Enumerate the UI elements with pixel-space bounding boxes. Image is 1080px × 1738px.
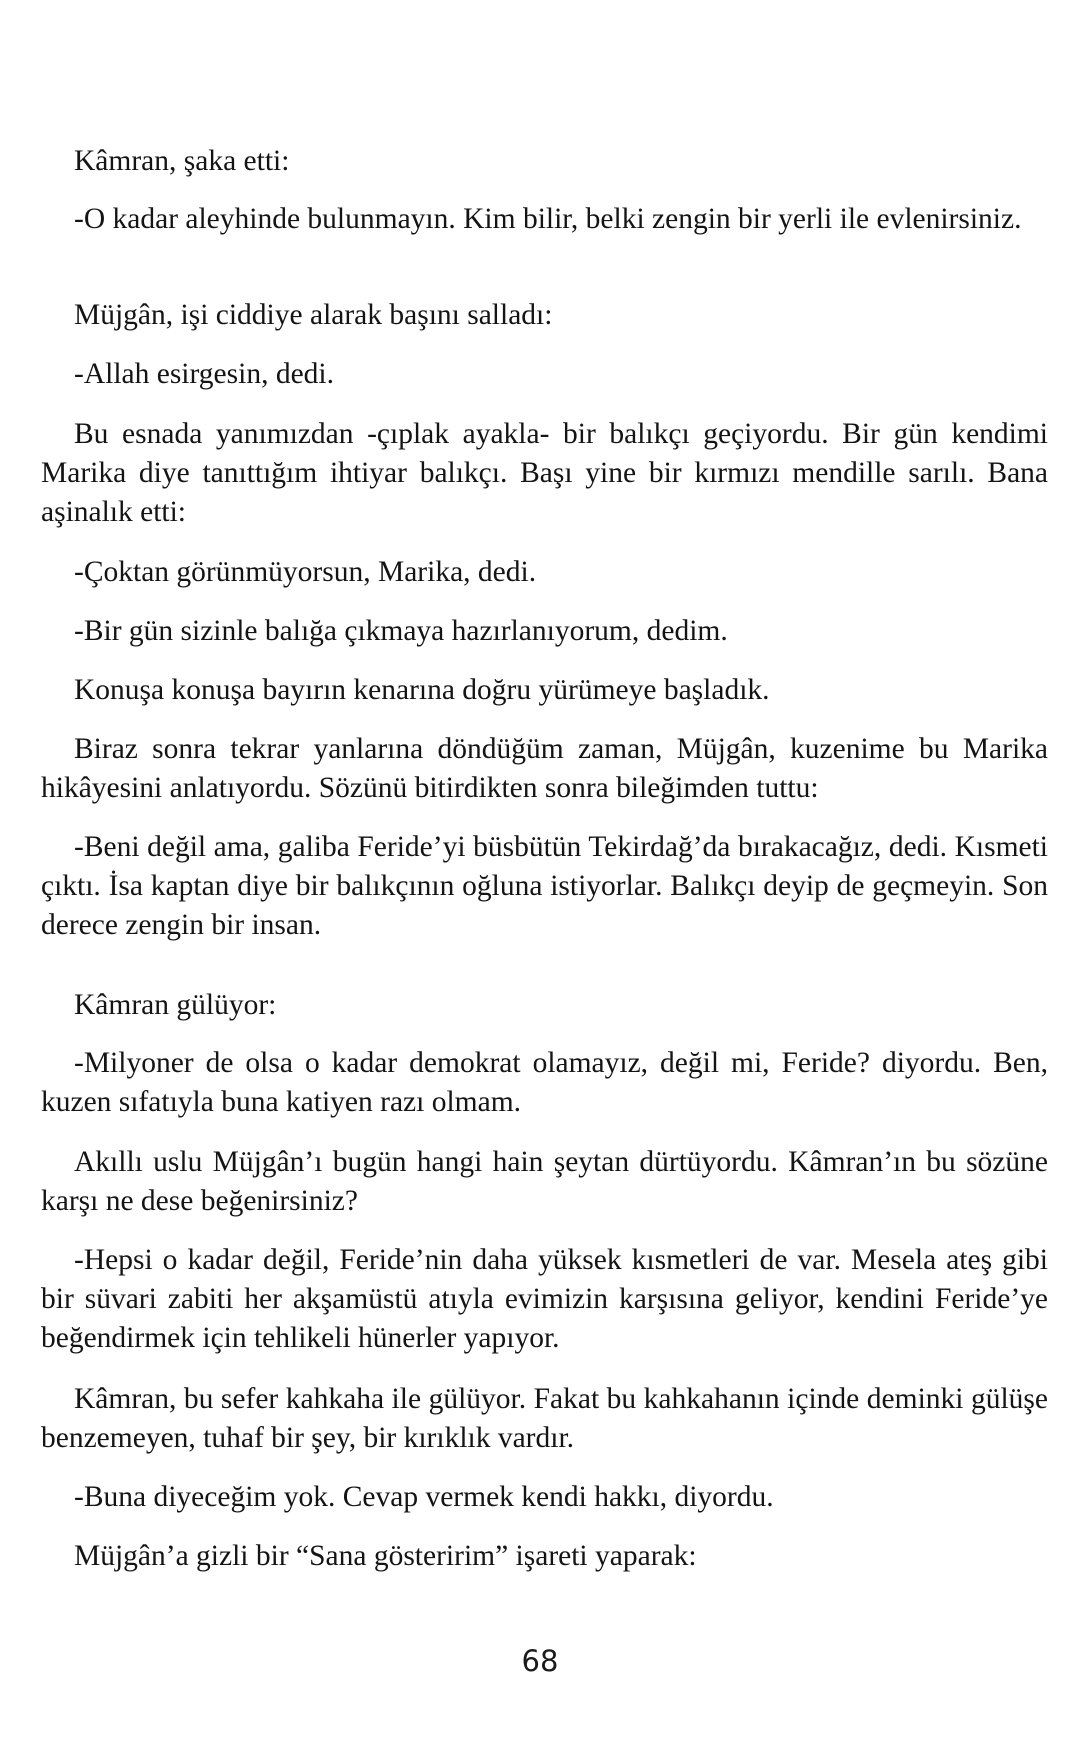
paragraph: Kâmran, bu sefer kahkaha ile gülüyor. Fakat bu kahkahanın içinde deminki gülüşe benzemeyen, tuhaf bir şey, bir kırıklık vardır. — [41, 1383, 1048, 1454]
paragraph: -Allah esirgesin, dedi. — [74, 358, 334, 390]
paragraph: -Buna diyeceğim yok. Cevap vermek kendi hakkı, diyordu. — [74, 1481, 774, 1513]
paragraph: Müjgân’a gizli bir “Sana gösteririm” işareti yaparak: — [74, 1540, 697, 1572]
paragraph: Akıllı uslu Müjgân’ı bugün hangi hain şeytan dürtüyordu. Kâmran’ın bu sözüne karşı ne dese beğenirsiniz? — [41, 1146, 1048, 1217]
paragraph: Kâmran gülüyor: — [74, 989, 277, 1021]
paragraph: Müjgân, işi ciddiye alarak başını salladı: — [74, 299, 553, 331]
paragraph: -Hepsi o kadar değil, Feride’nin daha yüksek kısmetleri de var. Mesela ateş gibi bir süvari zabiti her akşamüstü atıyla evimizin karşısına geliyor, kendini Feride’ye beğendirmek için tehlikeli hünerler yapıyor. — [41, 1244, 1048, 1354]
paragraph: -Çoktan görünmüyorsun, Marika, dedi. — [74, 556, 537, 588]
paragraph: -Milyoner de olsa o kadar demokrat olamayız, değil mi, Feride? diyordu. Ben, kuzen sıfatıyla buna katiyen razı olmam. — [41, 1047, 1048, 1118]
paragraph: -Beni değil ama, galiba Feride’yi büsbütün Tekirdağ’da bırakacağız, dedi. Kısmeti çıktı. İsa kaptan diye bir balıkçının oğluna istiyorlar. Balıkçı deyip de geçmeyin. Son derece zengin bir insan. — [41, 831, 1048, 941]
page-number: 68 — [521, 1644, 559, 1678]
paragraph: Bu esnada yanımızdan -çıplak ayakla- bir balıkçı geçiyordu. Bir gün kendimi Marika diye tanıttığım ihtiyar balıkçı. Başı yine bir kırmızı mendille sarılı. Bana aşinalık etti: — [41, 418, 1048, 528]
paragraph: -Bir gün sizinle balığa çıkmaya hazırlanıyorum, dedim. — [74, 615, 728, 647]
paragraph: Biraz sonra tekrar yanlarına döndüğüm zaman, Müjgân, kuzenime bu Marika hikâyesini anlatıyordu. Sözünü bitirdikten sonra bileğimden tuttu: — [41, 733, 1048, 804]
paragraph: Kâmran, şaka etti: — [74, 145, 290, 177]
paragraph: Konuşa konuşa bayırın kenarına doğru yürümeye başladık. — [74, 674, 770, 706]
paragraph: -O kadar aleyhinde bulunmayın. Kim bilir, belki zengin bir yerli ile evlenirsiniz. — [74, 203, 1022, 235]
